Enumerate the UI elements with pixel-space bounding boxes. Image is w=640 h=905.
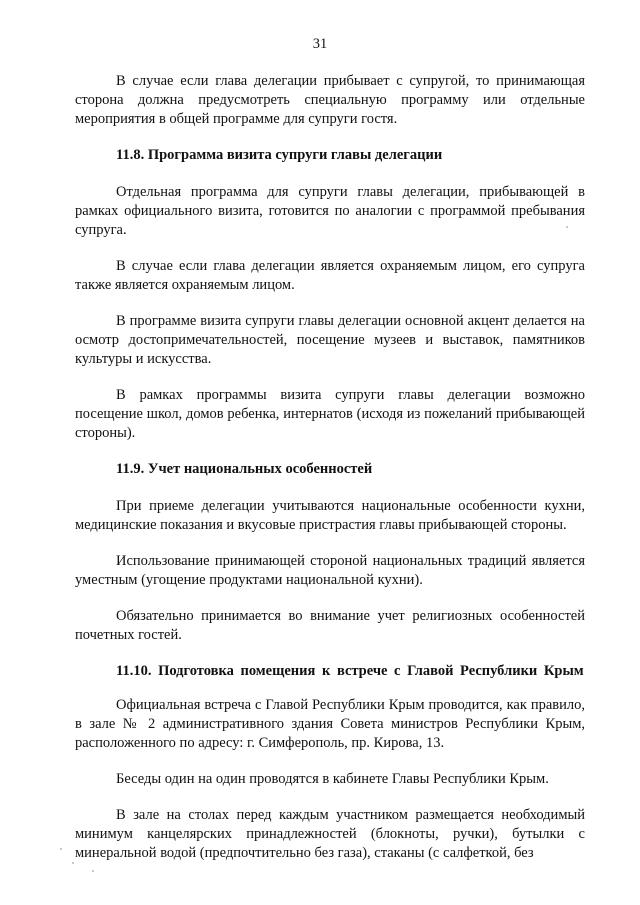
section-heading-11-9: 11.9. Учет национальных особенностей [116,461,373,477]
paragraph-religious-features: Обязательно принимается во внимание учет религиозных особенностей почетных гостей. [75,608,585,643]
paragraph-sightseeing-focus: В программе визита супруги главы делегации основной акцент делается на осмотр достопримечательностей, посещение музеев и выставок, памятников культуры и искусства. [75,313,585,367]
section-heading-11-10: 11.10. Подготовка помещения к встрече с Главой Республики Крым [116,663,584,679]
paragraph-cuisine-features: При приеме делегации учитываются национальные особенности кухни, медицинские показания и вкусовые пристрастия главы прибывающей стороны. [75,498,585,533]
paragraph-one-on-one-talks: Беседы один на один проводятся в кабинете Главы Республики Крым. [116,771,549,787]
paragraph-protected-person: В случае если глава делегации является охраняемым лицом, его супруга также является охраняемым лицом. [75,258,585,293]
scan-speck [60,848,62,850]
scan-speck [72,862,74,864]
paragraph-table-setup: В зале на столах перед каждым участником размещается необходимый минимум канцелярских принадлежностей (блокноты, ручки), бутылки с минеральной водой (предпочтительно без газа), стаканы (с салфеткой, без [75,807,585,861]
scan-speck [92,870,94,872]
paragraph-separate-program: Отдельная программа для супруги главы делегации, прибывающей в рамках официального визита, готовится по аналогии с программой пребывания супруга. [75,184,585,238]
paragraph-official-meeting-hall: Официальная встреча с Главой Республики Крым проводится, как правило, в зале № 2 административного здания Совета министров Республики Крым, расположенного по адресу: г. Симферополь, пр. Кирова, 13. [75,697,585,751]
page-body [75,72,585,880]
paragraph-school-visits: В рамках программы визита супруги главы делегации возможно посещение школ, домов ребенка, интернатов (исходя из пожеланий прибывающей стороны). [75,387,585,441]
page-number: 31 [312,36,328,52]
scan-speck [566,226,568,228]
paragraph-national-traditions: Использование принимающей стороной национальных традиций является уместным (угощение продуктами национальной кухни). [75,553,585,588]
paragraph-spouse-arrival: В случае если глава делегации прибывает с супругой, то принимающая сторона должна предусмотреть специальную программу или отдельные мероприятия в общей программе для супруги гостя. [75,73,585,127]
section-heading-11-8: 11.8. Программа визита супруги главы делегации [116,147,443,163]
